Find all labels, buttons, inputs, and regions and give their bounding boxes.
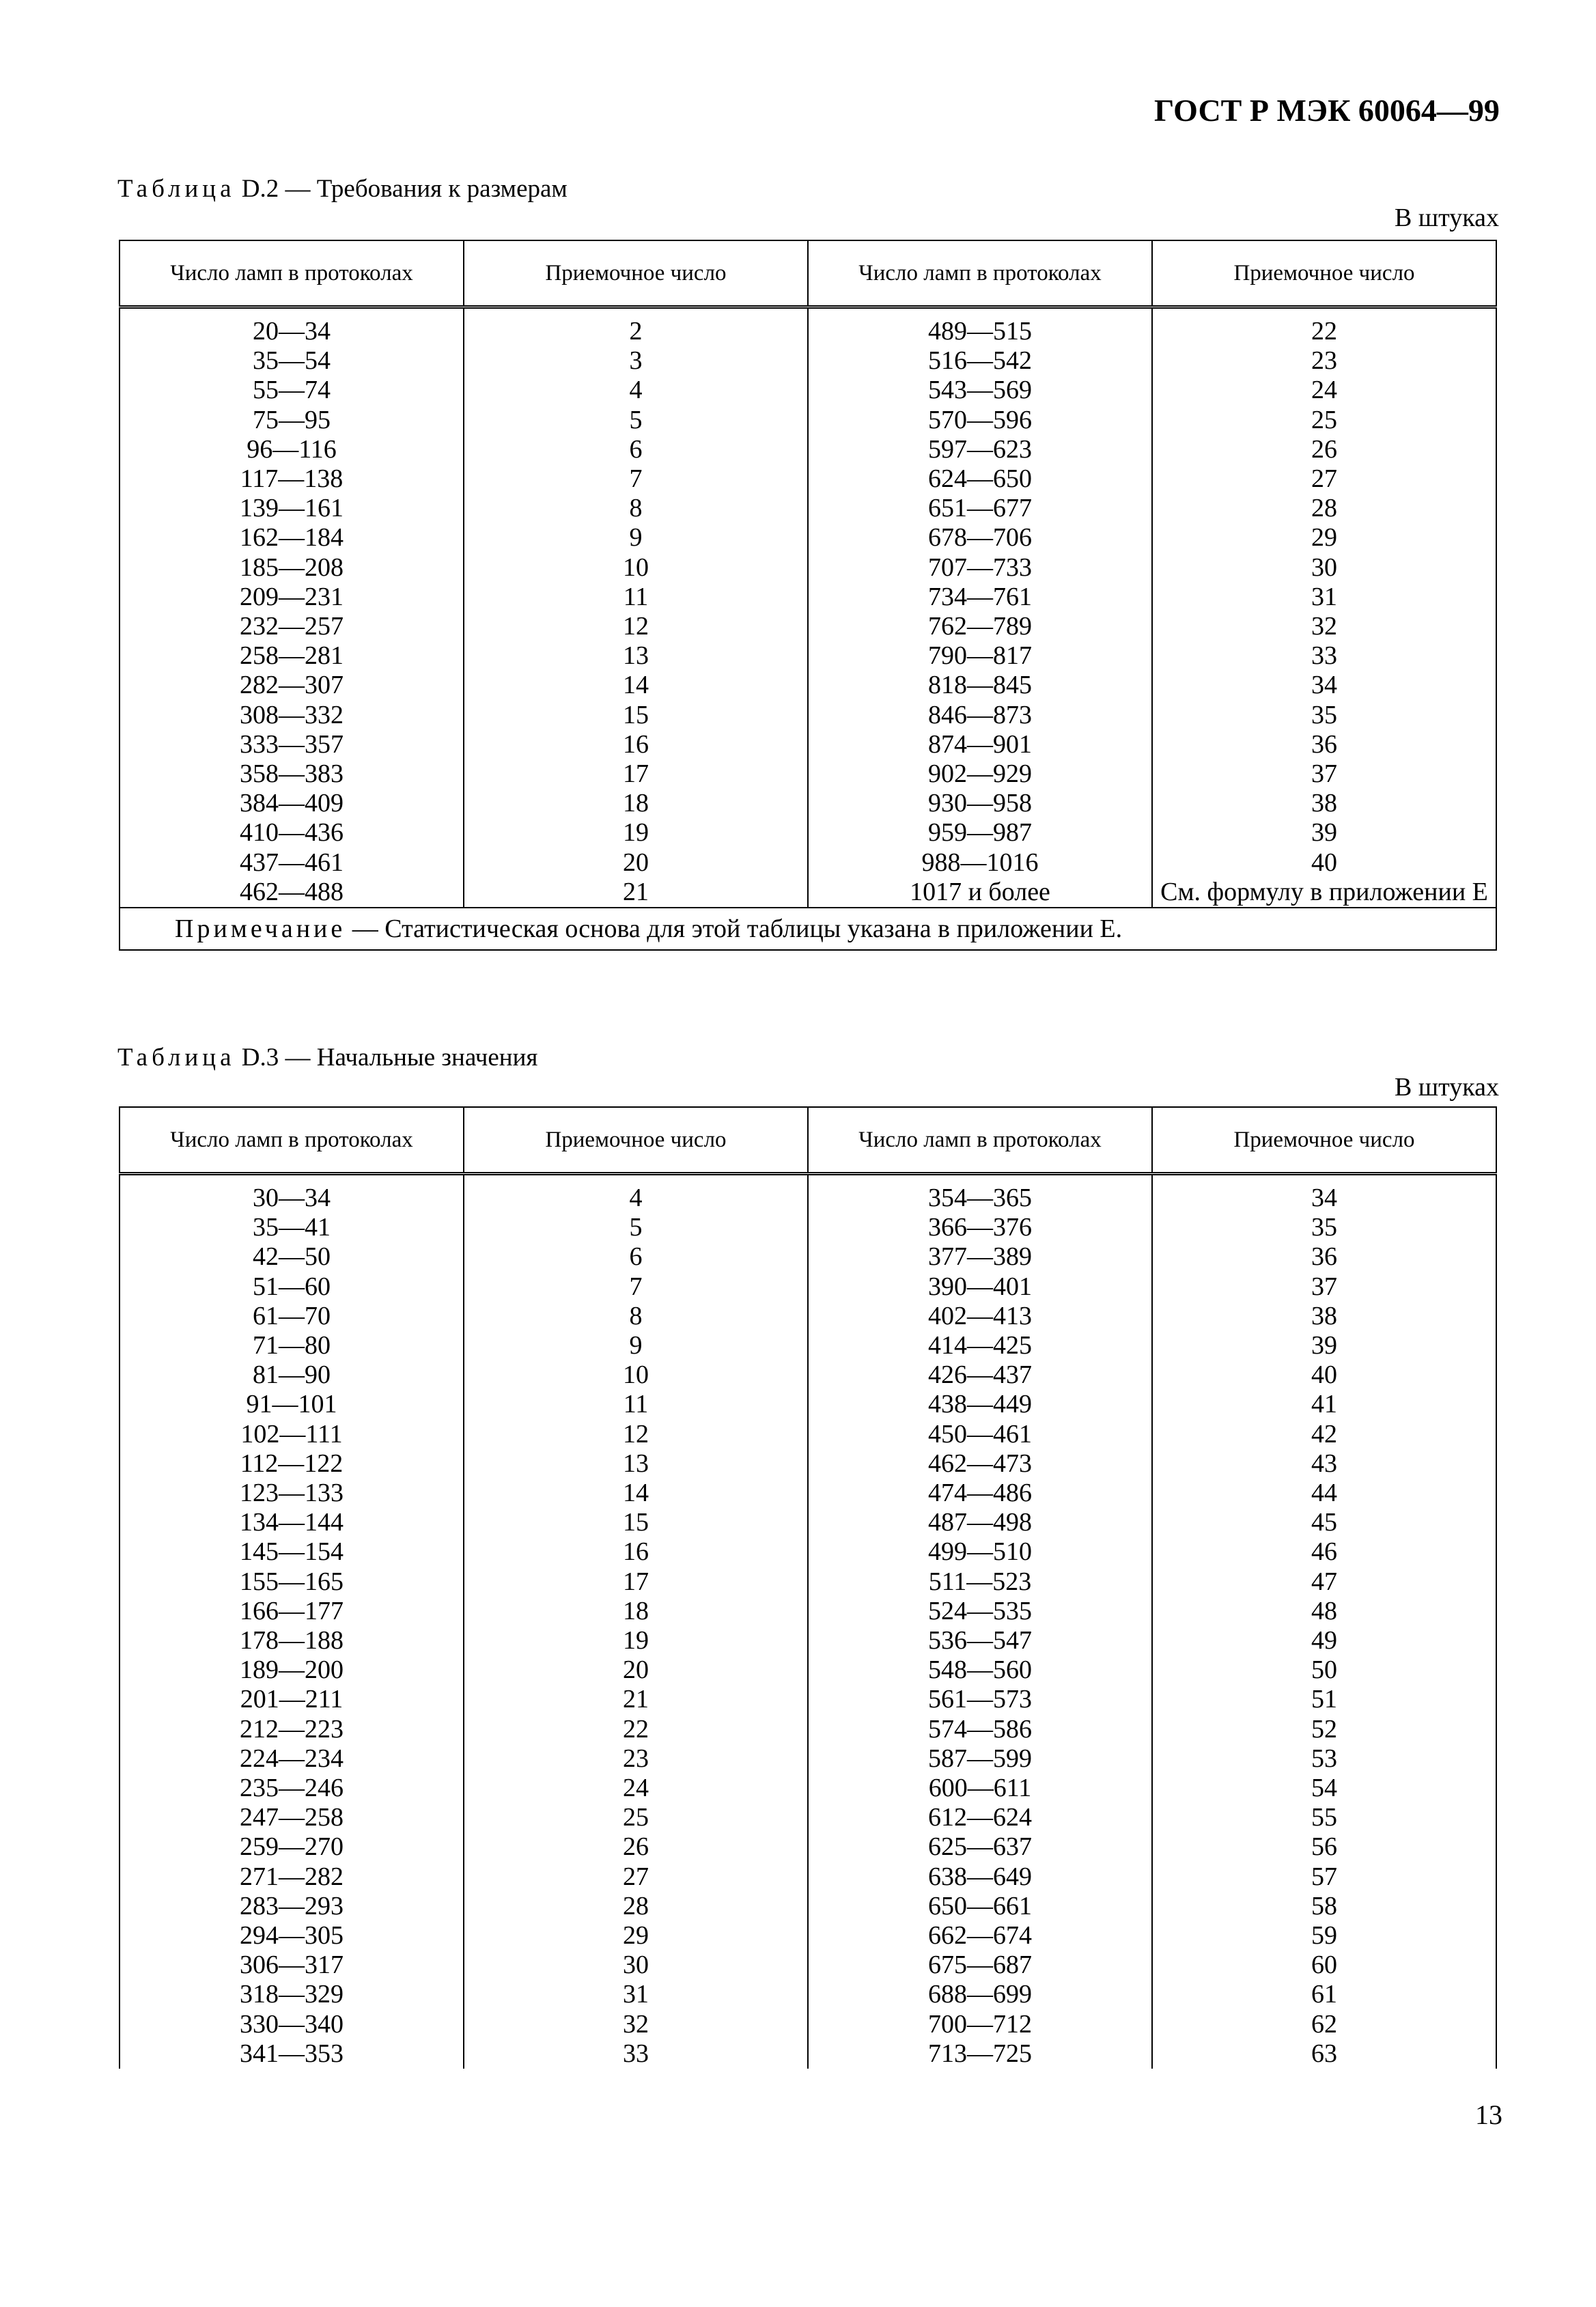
table-cell: 19 [464,818,808,848]
table-cell: 462—488 [120,878,464,908]
table-cell: 450—461 [808,1420,1152,1449]
table-spacer-cell [808,1174,1152,1184]
table-row [120,1980,1496,2009]
table-cell: 185—208 [120,553,464,583]
table-row [120,701,1496,730]
table-cell: 402—413 [808,1302,1152,1331]
table-d3-caption-text: D.3 — Начальные значения [235,1044,538,1072]
table-cell: 38 [1152,1302,1496,1331]
table-cell: 258—281 [120,641,464,671]
table-cell: 9 [464,1331,808,1360]
table-cell: 91—101 [120,1390,464,1419]
table-cell: 247—258 [120,1803,464,1832]
table-row [120,818,1496,848]
table-cell: 40 [1152,848,1496,878]
table-d2-header-row [120,240,1496,307]
table-cell: 426—437 [808,1360,1152,1390]
table-cell: 232—257 [120,612,464,641]
table-cell: 9 [464,523,808,553]
table-cell: 35 [1152,1213,1496,1242]
table-cell: 189—200 [120,1655,464,1685]
table-cell: 700—712 [808,2010,1152,2039]
table-cell: 48 [1152,1597,1496,1626]
table-row [120,641,1496,671]
table-row [120,848,1496,878]
table-row [120,789,1496,818]
table-cell: 32 [464,2010,808,2039]
table-cell: 61 [1152,1980,1496,2009]
table-cell: 212—223 [120,1715,464,1744]
table-cell: 574—586 [808,1715,1152,1744]
table-cell: 462—473 [808,1449,1152,1479]
table-cell: 50 [1152,1655,1496,1685]
table-cell: 282—307 [120,671,464,700]
table-cell: 333—357 [120,730,464,759]
table-cell: 390—401 [808,1272,1152,1302]
table-cell: 902—929 [808,759,1152,789]
table-cell: 762—789 [808,612,1152,641]
table-spacer-cell [120,1174,464,1184]
table-cell: 102—111 [120,1420,464,1449]
table-cell: 612—624 [808,1803,1152,1832]
table-cell: 678—706 [808,523,1152,553]
table-d2-col-header: Приемочное число [464,240,808,307]
table-cell: 31 [464,1980,808,2009]
table-d3-body [120,1174,1496,2069]
table-d3-col-header: Приемочное число [1152,1107,1496,1174]
table-cell: 511—523 [808,1567,1152,1597]
table-cell: 29 [1152,523,1496,553]
table-d3-caption-lead: Таблица [117,1044,236,1072]
table-cell: 6 [464,435,808,464]
table-d2-caption-lead: Таблица [117,175,236,203]
table-cell: 874—901 [808,730,1152,759]
table-cell: 384—409 [120,789,464,818]
table-spacer-row [120,307,1496,318]
table-cell: 271—282 [120,1862,464,1892]
table-cell: См. формулу в приложении Е [1152,878,1496,908]
table-cell: 561—573 [808,1685,1152,1714]
table-cell: 318—329 [120,1980,464,2009]
table-d2-col-header: Число ламп в протоколах [120,240,464,307]
table-cell: 123—133 [120,1479,464,1508]
table-cell: 37 [1152,759,1496,789]
table-row [120,1449,1496,1479]
table-row [120,2010,1496,2039]
table-cell: 8 [464,1302,808,1331]
table-cell: 662—674 [808,1921,1152,1951]
table-cell: 28 [464,1892,808,1921]
table-cell: 59 [1152,1921,1496,1951]
table-d3-caption [117,1043,537,1072]
table-note-lead: Примечание [175,914,346,944]
table-cell: 155—165 [120,1567,464,1597]
table-row [120,1360,1496,1390]
table-cell: 358—383 [120,759,464,789]
table-cell: 30 [464,1951,808,1980]
table-cell: 26 [464,1832,808,1862]
table-cell: 5 [464,1213,808,1242]
table-cell: 10 [464,553,808,583]
table-cell: 235—246 [120,1774,464,1803]
table-cell: 536—547 [808,1626,1152,1655]
table-d3-col-header: Число ламп в протоколах [120,1107,464,1174]
table-cell: 437—461 [120,848,464,878]
table-cell: 31 [1152,583,1496,612]
table-cell: 15 [464,701,808,730]
table-cell: 22 [1152,317,1496,346]
table-cell: 26 [1152,435,1496,464]
table-cell: 707—733 [808,553,1152,583]
table-cell: 37 [1152,1272,1496,1302]
table-cell: 23 [464,1744,808,1774]
table-row [120,730,1496,759]
table-row [120,671,1496,700]
table-d2-caption-text: D.2 — Требования к размерам [235,175,568,203]
table-cell: 35 [1152,701,1496,730]
table-cell: 14 [464,671,808,700]
table-cell: 516—542 [808,346,1152,376]
table-row [120,376,1496,405]
table-row [120,464,1496,494]
table-row [120,1685,1496,1714]
table-cell: 13 [464,641,808,671]
table-cell: 36 [1152,730,1496,759]
table-row [120,523,1496,553]
table-d2-caption [117,174,568,204]
table-cell: 688—699 [808,1980,1152,2009]
table-row [120,1420,1496,1449]
table-cell: 651—677 [808,494,1152,523]
table-row [120,1272,1496,1302]
table-d2-col-header: Приемочное число [1152,240,1496,307]
table-cell: 209—231 [120,583,464,612]
table-cell: 818—845 [808,671,1152,700]
table-cell: 410—436 [120,818,464,848]
table-cell: 43 [1152,1449,1496,1479]
table-cell: 54 [1152,1774,1496,1803]
table-cell: 38 [1152,789,1496,818]
table-cell: 201—211 [120,1685,464,1714]
table-cell: 71—80 [120,1331,464,1360]
table-cell: 49 [1152,1626,1496,1655]
table-cell: 33 [464,2039,808,2069]
table-cell: 29 [464,1921,808,1951]
table-row [120,406,1496,435]
table-cell: 178—188 [120,1626,464,1655]
table-d2-units: В штуках [1395,204,1499,232]
table-cell: 28 [1152,494,1496,523]
table-cell: 22 [464,1715,808,1744]
table-cell: 846—873 [808,701,1152,730]
table-row [120,1626,1496,1655]
table-cell: 366—376 [808,1213,1152,1242]
table-cell: 3 [464,346,808,376]
table-row [120,1537,1496,1567]
table-cell: 25 [464,1803,808,1832]
table-row [120,1862,1496,1892]
table-d2 [119,240,1497,951]
table-cell: 30 [1152,553,1496,583]
table-cell: 10 [464,1360,808,1390]
table-cell: 55 [1152,1803,1496,1832]
table-row [120,346,1496,376]
table-cell: 55—74 [120,376,464,405]
table-cell: 259—270 [120,1832,464,1862]
table-cell: 625—637 [808,1832,1152,1862]
table-cell: 19 [464,1626,808,1655]
table-cell: 18 [464,789,808,818]
table-row [120,1892,1496,1921]
table-cell: 499—510 [808,1537,1152,1567]
table-cell: 524—535 [808,1597,1152,1626]
table-row [120,435,1496,464]
table-cell: 145—154 [120,1537,464,1567]
table-row [120,1951,1496,1980]
table-cell: 40 [1152,1360,1496,1390]
table-cell: 25 [1152,406,1496,435]
table-cell: 587—599 [808,1744,1152,1774]
table-cell: 638—649 [808,1862,1152,1892]
table-cell: 6 [464,1242,808,1272]
table-d3-header-row [120,1107,1496,1174]
table-cell: 53 [1152,1744,1496,1774]
table-row [120,759,1496,789]
table-row [120,1567,1496,1597]
table-row [120,1655,1496,1685]
table-cell: 7 [464,464,808,494]
table-cell: 7 [464,1272,808,1302]
table-row [120,1331,1496,1360]
table-cell: 52 [1152,1715,1496,1744]
table-row [120,317,1496,346]
table-cell: 44 [1152,1479,1496,1508]
table-cell: 12 [464,1420,808,1449]
table-cell: 46 [1152,1537,1496,1567]
table-d3-units: В штуках [1395,1073,1499,1102]
table-cell: 162—184 [120,523,464,553]
table-cell: 600—611 [808,1774,1152,1803]
table-spacer-cell [464,1174,808,1184]
table-row [120,1390,1496,1419]
table-cell: 543—569 [808,376,1152,405]
table-cell: 63 [1152,2039,1496,2069]
table-cell: 16 [464,730,808,759]
table-cell: 47 [1152,1567,1496,1597]
table-cell: 27 [464,1862,808,1892]
document-standard-header: ГОСТ Р МЭК 60064—99 [1154,93,1500,128]
table-cell: 57 [1152,1862,1496,1892]
table-row [120,1242,1496,1272]
table-cell: 306—317 [120,1951,464,1980]
table-cell: 17 [464,1567,808,1597]
table-cell: 959—987 [808,818,1152,848]
table-cell: 308—332 [120,701,464,730]
table-cell: 134—144 [120,1508,464,1537]
table-cell: 75—95 [120,406,464,435]
table-cell: 548—560 [808,1655,1152,1685]
table-note-row [120,908,1496,950]
table-cell: 18 [464,1597,808,1626]
table-cell: 41 [1152,1390,1496,1419]
table-cell: 341—353 [120,2039,464,2069]
table-cell: 597—623 [808,435,1152,464]
table-cell: 20 [464,1655,808,1685]
table-cell: 34 [1152,1184,1496,1213]
table-d2-body [120,307,1496,951]
table-cell: 988—1016 [808,848,1152,878]
table-cell: 117—138 [120,464,464,494]
table-cell: 487—498 [808,1508,1152,1537]
table-cell: 294—305 [120,1921,464,1951]
table-cell: 60 [1152,1951,1496,1980]
table-cell: 624—650 [808,464,1152,494]
table-cell: 24 [1152,376,1496,405]
table-row [120,1597,1496,1626]
table-cell: 13 [464,1449,808,1479]
table-cell: 139—161 [120,494,464,523]
table-note-text: — Статистическая основа для этой таблицы указана в приложении Е. [346,914,1123,944]
table-row [120,612,1496,641]
table-row [120,1213,1496,1242]
table-cell: 414—425 [808,1331,1152,1360]
table-cell: 166—177 [120,1597,464,1626]
table-cell: 2 [464,317,808,346]
table-d2-col-header: Число ламп в протоколах [808,240,1152,307]
table-cell: 5 [464,406,808,435]
table-cell: 36 [1152,1242,1496,1272]
table-row [120,1921,1496,1951]
table-cell: 790—817 [808,641,1152,671]
table-cell: 45 [1152,1508,1496,1537]
table-cell: 20—34 [120,317,464,346]
table-cell: 62 [1152,2010,1496,2039]
table-cell: 81—90 [120,1360,464,1390]
table-row [120,1774,1496,1803]
table-cell: 16 [464,1537,808,1567]
table-cell: 61—70 [120,1302,464,1331]
table-row [120,2039,1496,2069]
table-row [120,1302,1496,1331]
table-cell: 51—60 [120,1272,464,1302]
table-row [120,1803,1496,1832]
table-cell: 15 [464,1508,808,1537]
table-cell: 42—50 [120,1242,464,1272]
table-cell: 1017 и более [808,878,1152,908]
table-cell: 96—116 [120,435,464,464]
table-row [120,1744,1496,1774]
table-cell: 377—389 [808,1242,1152,1272]
table-spacer-cell [1152,307,1496,318]
table-cell: 34 [1152,671,1496,700]
table-spacer-cell [120,307,464,318]
table-cell: 58 [1152,1892,1496,1921]
table-cell: 35—41 [120,1213,464,1242]
table-row [120,553,1496,583]
table-cell: 4 [464,1184,808,1213]
table-cell: 35—54 [120,346,464,376]
table-cell: 11 [464,583,808,612]
table-spacer-cell [1152,1174,1496,1184]
table-cell: 21 [464,1685,808,1714]
table-d3-col-header: Приемочное число [464,1107,808,1174]
table-row [120,583,1496,612]
table-row [120,1508,1496,1537]
table-note [120,908,1496,950]
table-cell: 30—34 [120,1184,464,1213]
table-row [120,1715,1496,1744]
table-cell: 51 [1152,1685,1496,1714]
table-cell: 23 [1152,346,1496,376]
table-cell: 570—596 [808,406,1152,435]
table-cell: 11 [464,1390,808,1419]
table-cell: 354—365 [808,1184,1152,1213]
table-cell: 675—687 [808,1951,1152,1980]
table-row [120,1184,1496,1213]
table-spacer-cell [808,307,1152,318]
table-cell: 474—486 [808,1479,1152,1508]
table-d3 [119,1106,1497,2069]
table-row [120,494,1496,523]
table-cell: 39 [1152,818,1496,848]
table-cell: 32 [1152,612,1496,641]
table-cell: 14 [464,1479,808,1508]
table-cell: 930—958 [808,789,1152,818]
table-cell: 33 [1152,641,1496,671]
table-cell: 224—234 [120,1744,464,1774]
table-cell: 21 [464,878,808,908]
table-cell: 112—122 [120,1449,464,1479]
table-cell: 24 [464,1774,808,1803]
table-cell: 4 [464,376,808,405]
table-row [120,1832,1496,1862]
table-row [120,1479,1496,1508]
table-cell: 27 [1152,464,1496,494]
table-cell: 8 [464,494,808,523]
table-cell: 489—515 [808,317,1152,346]
page-number: 13 [1475,2099,1502,2130]
table-cell: 283—293 [120,1892,464,1921]
table-cell: 39 [1152,1331,1496,1360]
table-cell: 438—449 [808,1390,1152,1419]
table-row [120,878,1496,908]
table-cell: 330—340 [120,2010,464,2039]
table-cell: 56 [1152,1832,1496,1862]
table-spacer-row [120,1174,1496,1184]
table-cell: 734—761 [808,583,1152,612]
table-cell: 42 [1152,1420,1496,1449]
table-cell: 20 [464,848,808,878]
table-cell: 650—661 [808,1892,1152,1921]
table-cell: 12 [464,612,808,641]
table-cell: 713—725 [808,2039,1152,2069]
table-cell: 17 [464,759,808,789]
table-d3-col-header: Число ламп в протоколах [808,1107,1152,1174]
table-spacer-cell [464,307,808,318]
